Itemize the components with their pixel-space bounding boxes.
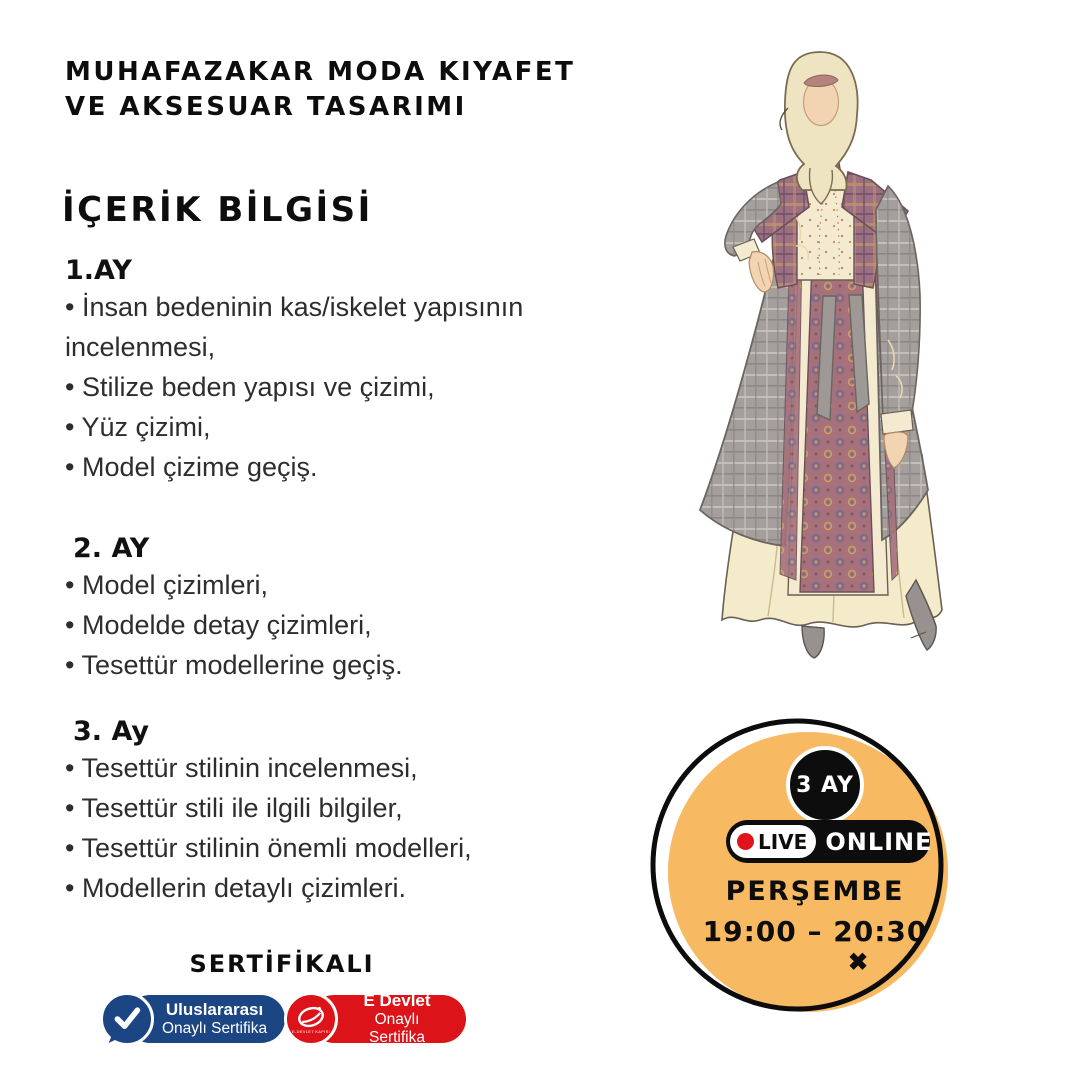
- badge-line1: Uluslararası: [165, 1000, 264, 1019]
- page-title-line2: VE AKSESUAR TASARIMI: [65, 92, 467, 122]
- list-item: • Tesettür modellerine geçiş.: [65, 650, 403, 680]
- page-title: [65, 55, 575, 125]
- badge-line1: E Devlet: [363, 991, 431, 1010]
- list-item: • Yüz çizimi,: [65, 412, 211, 442]
- international-certificate-badge: [100, 992, 285, 1048]
- certification-badges: [98, 992, 466, 1052]
- section-items-month-2: [65, 565, 575, 685]
- schedule-time: 19:00 – 20:30: [702, 915, 928, 948]
- live-label: LIVE: [758, 829, 808, 854]
- list-item: • İnsan bedeninin kas/iskelet yapısının incelenmesi,: [65, 292, 524, 362]
- badge-line2: Onaylı Sertifika: [162, 1020, 268, 1037]
- list-item: • Tesettür stilinin önemli modelleri,: [65, 833, 472, 863]
- course-content-sections: [65, 255, 575, 908]
- list-item: • Tesettür stilinin incelenmesi,: [65, 753, 418, 783]
- live-dot-icon: [737, 833, 754, 850]
- list-item: • Modellerin detaylı çizimleri.: [65, 873, 407, 903]
- section-title-month-2: 2. AY: [73, 533, 150, 564]
- certification-heading: SERTİFİKALI: [189, 950, 375, 978]
- duration-badge: 3 AY: [786, 746, 864, 824]
- content-heading: İÇERİK BİLGİSİ: [62, 190, 373, 230]
- page-title-line1: MUHAFAZAKAR MODA KIYAFET: [65, 57, 576, 87]
- list-item: • Model çizimleri,: [65, 570, 268, 600]
- list-item: • Model çizime geçiş.: [65, 452, 318, 482]
- live-online-pill: [726, 820, 933, 863]
- section-title-month-3: 3. Ay: [73, 716, 149, 747]
- list-item: • Modelde detay çizimleri,: [65, 610, 372, 640]
- section-title-month-1: 1.AY: [65, 255, 132, 286]
- list-item: • Stilize beden yapısı ve çizimi,: [65, 372, 435, 402]
- section-items-month-1: [65, 287, 575, 487]
- certification-section: [98, 950, 466, 1052]
- patterned-dress-panel: [788, 262, 888, 595]
- live-chip: [730, 825, 816, 858]
- asterisk-mark: ✖: [848, 949, 869, 976]
- section-items-month-3: [65, 748, 575, 908]
- list-item: • Tesettür stili ile ilgili bilgiler,: [65, 793, 403, 823]
- e-devlet-logo-icon: [284, 992, 338, 1046]
- badge-line2: Onaylı Sertifika: [369, 1011, 425, 1046]
- schedule-day: PERŞEMBE: [725, 876, 905, 907]
- checkmark-icon: [100, 992, 154, 1046]
- online-label: ONLINE: [825, 827, 933, 856]
- e-devlet-caption: E-DEVLET KAPISI: [292, 1029, 330, 1034]
- edevlet-certificate-badge: [284, 992, 466, 1048]
- schedule-promo-circle: [645, 710, 960, 1028]
- fashion-illustration: [630, 40, 1050, 700]
